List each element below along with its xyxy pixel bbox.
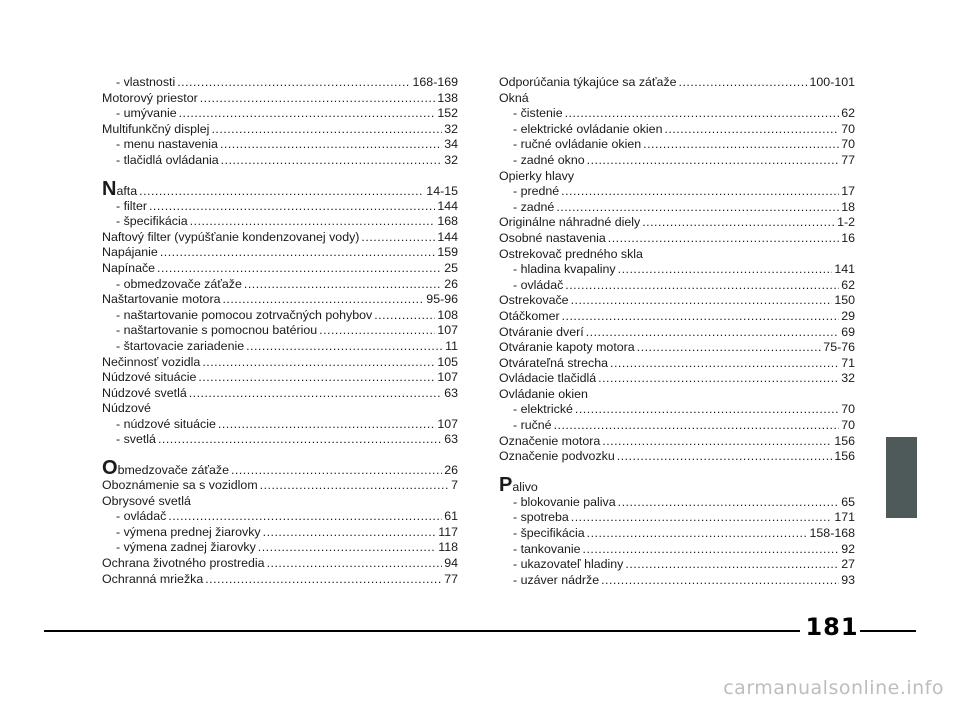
entry-label: - elektrické ovládanie okien <box>513 121 663 136</box>
index-entry <box>102 91 458 107</box>
entry-page: 107 <box>437 323 458 338</box>
entry-label: Otáčkomer <box>499 308 560 323</box>
index-entry <box>102 261 458 277</box>
dot-leader <box>267 556 443 572</box>
page-number: 181 <box>805 613 859 641</box>
entry-page: 70 <box>841 121 855 136</box>
entry-page: 61 <box>444 509 458 524</box>
index-entry <box>499 75 855 91</box>
entry-label: - predné <box>513 184 560 199</box>
entry-label: - uzáver nádrže <box>513 572 600 587</box>
entry-page: 150 <box>834 293 855 308</box>
entry-label: Otvárateľná strecha <box>499 355 608 370</box>
index-letter-entry <box>499 475 855 495</box>
section-letter: N <box>102 178 117 199</box>
entry-label: Napájanie <box>102 245 158 260</box>
index-entry <box>499 309 855 325</box>
entry-label: Originálne náhradné diely <box>499 215 641 230</box>
entry-label: - filter <box>116 198 147 213</box>
index-entry <box>102 292 458 308</box>
entry-label: Ovládacie tlačidlá <box>499 371 597 386</box>
dot-leader <box>149 199 435 215</box>
index-entry <box>102 199 458 215</box>
entry-page: 77 <box>444 571 458 586</box>
index-entry <box>102 106 458 122</box>
index-entry <box>499 573 855 589</box>
entry-label: - menu nastavenia <box>116 137 218 152</box>
entry-page: 156 <box>834 433 855 448</box>
dot-leader <box>575 402 839 418</box>
dot-leader <box>618 495 840 511</box>
footer-rule-right <box>860 630 916 632</box>
entry-label: Osobné nastavenia <box>499 230 606 245</box>
index-entry <box>499 557 855 573</box>
entry-label: - špecifikácia <box>513 526 585 541</box>
index-heading: Ovládanie okien <box>499 386 588 401</box>
index-column-right <box>499 75 855 588</box>
index-entry <box>499 510 855 526</box>
entry-page: 63 <box>444 385 458 400</box>
entry-page: 71 <box>841 355 855 370</box>
entry-label: Naštartovanie motora <box>102 292 221 307</box>
dot-leader <box>179 106 436 122</box>
entry-label: - núdzové situácie <box>116 416 216 431</box>
entry-label: - zadné okno <box>513 152 585 167</box>
dot-leader <box>679 75 808 91</box>
entry-label: - ukazovateľ hladiny <box>513 557 624 572</box>
dot-leader <box>189 386 442 402</box>
entry-label: - naštartovanie pomocou zotrvačných pohybov <box>116 307 373 322</box>
index-entry <box>499 106 855 122</box>
index-entry <box>499 495 855 511</box>
entry-page: 62 <box>841 106 855 121</box>
index-entry <box>102 525 458 541</box>
index-entry <box>499 215 855 231</box>
index-entry <box>102 540 458 556</box>
entry-page: 95-96 <box>426 292 458 307</box>
index-entry <box>102 556 458 572</box>
entry-label: Napínače <box>102 260 156 275</box>
entry-page: 70 <box>841 418 855 433</box>
entry-page: 16 <box>841 230 855 245</box>
dot-leader <box>168 509 442 525</box>
index-entry <box>499 371 855 387</box>
entry-label: Motorový priestor <box>102 90 198 105</box>
index-entry <box>102 355 458 371</box>
dot-leader <box>610 356 839 372</box>
entry-label: - čistenie <box>513 106 563 121</box>
entry-label: Núdzové svetlá <box>102 385 187 400</box>
index-heading: Ostrekovač predného skla <box>499 246 643 261</box>
dot-leader <box>637 340 822 356</box>
entry-label: - hladina kvapaliny <box>513 262 616 277</box>
index-entry <box>499 278 855 294</box>
index-entry <box>102 509 458 525</box>
entry-label: - ovládač <box>513 277 564 292</box>
index-entry <box>499 262 855 278</box>
index-letter-entry <box>102 179 458 199</box>
entry-page: 63 <box>444 432 458 447</box>
entry-label: alivo <box>512 479 538 494</box>
entry-page: 117 <box>438 524 458 539</box>
entry-page: 168 <box>437 214 458 229</box>
dot-leader <box>556 200 839 216</box>
index-entry <box>102 137 458 153</box>
entry-page: 77 <box>841 152 855 167</box>
entry-page: 32 <box>444 121 458 136</box>
entry-page: 144 <box>437 198 458 213</box>
entry-label: - tankovanie <box>513 541 581 556</box>
index-entry <box>102 417 458 433</box>
entry-page: 32 <box>444 152 458 167</box>
entry-page: 11 <box>445 338 458 353</box>
entry-label: - ručné <box>513 418 552 433</box>
dot-leader <box>160 245 436 261</box>
dot-leader <box>598 371 839 387</box>
entry-page: 144 <box>437 229 458 244</box>
dot-leader <box>602 434 832 450</box>
dot-leader <box>244 277 442 293</box>
dot-leader <box>664 122 839 138</box>
entry-label: - ručné ovládanie okien <box>513 137 642 152</box>
entry-label: Oboznámenie sa s vozidlom <box>102 478 258 493</box>
entry-page: 62 <box>841 277 855 292</box>
index-entry <box>499 137 855 153</box>
entry-page: 108 <box>437 307 458 322</box>
index-letter-entry <box>102 458 458 478</box>
index-heading: Opierky hlavy <box>499 168 575 183</box>
section-letter: P <box>499 474 513 495</box>
entry-label: Núdzové situácie <box>102 370 197 385</box>
dot-leader <box>565 106 840 122</box>
dot-leader <box>601 573 839 589</box>
dot-leader <box>586 325 839 341</box>
entry-label: - blokovanie paliva <box>513 494 616 509</box>
entry-page: 107 <box>437 370 458 385</box>
index-entry <box>499 200 855 216</box>
dot-leader <box>220 137 442 153</box>
index-entry <box>499 418 855 434</box>
index-entry <box>102 277 458 293</box>
dot-leader <box>222 292 424 308</box>
entry-page: 29 <box>841 308 855 323</box>
index-entry <box>102 572 458 588</box>
index-entry <box>102 214 458 230</box>
dot-leader <box>583 542 840 558</box>
index-entry <box>499 526 855 542</box>
dot-leader <box>562 309 840 325</box>
entry-label: Naftový filter (vypúšťanie kondenzovanej vody) <box>102 229 360 244</box>
entry-label: - výmena prednej žiarovky <box>116 524 261 539</box>
dot-leader <box>246 339 443 355</box>
index-entry <box>499 449 855 465</box>
entry-label: - naštartovanie s pomocnou batériou <box>116 323 318 338</box>
dot-leader <box>587 526 808 542</box>
dot-leader <box>374 308 435 324</box>
entry-label: - elektrické <box>513 402 573 417</box>
entry-label: Označenie podvozku <box>499 449 615 464</box>
entry-page: 26 <box>444 276 458 291</box>
entry-label: - ovládač <box>116 509 167 524</box>
entry-label: - vlastnosti <box>116 75 176 89</box>
entry-label: Multifunkčný displej <box>102 121 210 136</box>
section-letter: O <box>102 458 118 479</box>
index-entry <box>102 339 458 355</box>
entry-page: 70 <box>841 402 855 417</box>
dot-leader <box>642 215 835 231</box>
dot-leader <box>221 153 443 169</box>
dot-leader <box>231 460 442 478</box>
index-entry <box>102 245 458 261</box>
dot-leader <box>571 510 833 526</box>
index-entry <box>102 386 458 402</box>
index-entry <box>102 308 458 324</box>
dot-leader <box>554 418 840 434</box>
entry-page: 118 <box>438 540 458 555</box>
dot-leader <box>561 184 839 200</box>
dot-leader <box>361 230 435 246</box>
entry-page: 156 <box>834 449 855 464</box>
index-entry <box>102 478 458 494</box>
dot-leader <box>211 122 442 138</box>
index-entry <box>499 184 855 200</box>
index-entry <box>102 75 458 91</box>
entry-label: - výmena zadnej žiarovky <box>116 540 256 555</box>
entry-page: 107 <box>437 416 458 431</box>
dot-leader <box>177 75 410 91</box>
dot-leader <box>643 137 839 153</box>
entry-page: 141 <box>834 262 855 277</box>
entry-page: 7 <box>451 478 458 493</box>
index-entry <box>102 153 458 169</box>
footer-rule-left <box>44 630 800 632</box>
dot-leader <box>618 262 833 278</box>
entry-page: 17 <box>841 184 855 199</box>
entry-page: 34 <box>444 137 458 152</box>
entry-page: 159 <box>437 245 458 260</box>
entry-label: - tlačidlá ovládania <box>116 152 219 167</box>
dot-leader <box>205 572 442 588</box>
entry-page: 138 <box>437 90 458 105</box>
entry-page: 168-169 <box>412 75 458 89</box>
entry-label: - svetlá <box>116 432 156 447</box>
dot-leader <box>258 540 436 556</box>
entry-label: Ochrana životného prostredia <box>102 556 265 571</box>
entry-page: 26 <box>444 463 458 478</box>
entry-page: 32 <box>841 371 855 386</box>
dot-leader <box>260 478 449 494</box>
dot-leader <box>198 370 435 386</box>
dot-leader <box>571 293 833 309</box>
entry-label: Otváranie kapoty motora <box>499 340 635 355</box>
dot-leader <box>139 181 424 199</box>
index-entry <box>102 230 458 246</box>
index-entry <box>499 153 855 169</box>
index-entry <box>499 356 855 372</box>
dot-leader <box>625 557 839 573</box>
index-heading: Núdzové <box>102 401 151 416</box>
index-heading: Obrysové svetlá <box>102 493 191 508</box>
entry-page: 105 <box>437 354 458 369</box>
entry-label: - obmedzovače záťaže <box>116 276 242 291</box>
entry-label: - spotreba <box>513 510 569 525</box>
entry-label: afta <box>116 183 138 198</box>
entry-label: bmedzovače záťaže <box>117 463 229 478</box>
index-entry <box>102 122 458 138</box>
dot-leader <box>202 355 435 371</box>
index-entry <box>102 370 458 386</box>
dot-leader <box>617 449 833 465</box>
dot-leader <box>565 278 839 294</box>
entry-label: - štartovacie zariadenie <box>116 338 245 353</box>
entry-page: 18 <box>841 199 855 214</box>
entry-label: - zadné <box>513 199 555 214</box>
entry-page: 158-168 <box>809 526 855 541</box>
dot-leader <box>587 153 840 169</box>
entry-page: 75-76 <box>823 340 855 355</box>
index-entry <box>499 122 855 138</box>
index-entry <box>102 432 458 448</box>
entry-page: 14-15 <box>426 183 458 198</box>
index-entry <box>102 323 458 339</box>
section-tab <box>886 437 917 518</box>
entry-label: Označenie motora <box>499 433 601 448</box>
dot-leader <box>158 432 442 448</box>
entry-page: 171 <box>834 510 855 525</box>
entry-label: - umývanie <box>116 106 177 121</box>
entry-page: 65 <box>841 494 855 509</box>
entry-page: 27 <box>841 557 855 572</box>
index-entry <box>499 542 855 558</box>
entry-page: 70 <box>841 137 855 152</box>
entry-page: 152 <box>437 106 458 121</box>
entry-label: Nečinnosť vozidla <box>102 354 201 369</box>
index-entry <box>499 340 855 356</box>
dot-leader <box>157 261 442 277</box>
entry-page: 93 <box>841 572 855 587</box>
entry-label: Ochranná mriežka <box>102 571 204 586</box>
dot-leader <box>218 417 435 433</box>
entry-label: Ostrekovače <box>499 293 569 308</box>
index-entry <box>499 325 855 341</box>
entry-label: Odporúčania týkajúce sa záťaže <box>499 75 677 89</box>
index-entry <box>499 434 855 450</box>
entry-label: - špecifikácia <box>116 214 188 229</box>
watermark: carmanualsonline.info <box>723 677 944 699</box>
dot-leader <box>190 214 436 230</box>
entry-page: 69 <box>841 324 855 339</box>
index-entry <box>499 402 855 418</box>
entry-page: 1-2 <box>837 215 855 230</box>
index-column-left <box>102 75 458 587</box>
entry-page: 25 <box>444 260 458 275</box>
dot-leader <box>200 91 436 107</box>
index-heading: Okná <box>499 90 529 105</box>
index-entry <box>499 231 855 247</box>
entry-page: 92 <box>841 541 855 556</box>
entry-page: 100-101 <box>809 75 855 89</box>
dot-leader <box>319 323 435 339</box>
dot-leader <box>263 525 437 541</box>
entry-label: Otváranie dverí <box>499 324 584 339</box>
index-entry <box>499 293 855 309</box>
entry-page: 94 <box>444 556 458 571</box>
dot-leader <box>608 231 839 247</box>
